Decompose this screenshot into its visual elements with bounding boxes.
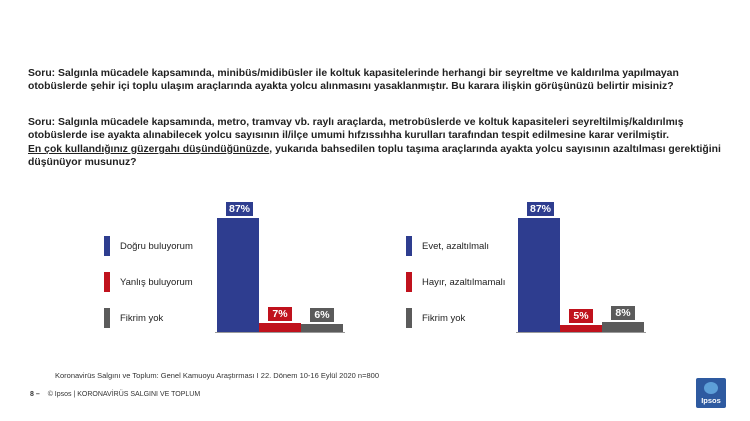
baseline: [215, 332, 345, 333]
bar-1: [259, 323, 301, 332]
legend-label-2: Fikrim yok: [120, 312, 164, 324]
bar-0: [217, 218, 259, 332]
legend-swatch-1: [104, 272, 110, 292]
footer-line: [30, 391, 200, 398]
legend-item-0: [104, 236, 193, 256]
legend-label-2: Fikrim yok: [422, 312, 466, 324]
legend-swatch-0: [406, 236, 412, 256]
legend-item-2: [104, 308, 163, 328]
baseline: [516, 332, 646, 333]
legend-swatch-2: [104, 308, 110, 328]
value-label-2: 8%: [611, 306, 635, 320]
legend-label-0: Evet, azaltılmalı: [422, 240, 490, 252]
value-label-0: 87%: [527, 202, 554, 216]
copyright: © Ipsos | KORONAVİRÜS SALGINI VE TOPLUM: [47, 391, 201, 398]
legend-item-2: [406, 308, 465, 328]
legend-swatch-0: [104, 236, 110, 256]
bar-2: [301, 324, 343, 332]
value-label-1: 5%: [569, 309, 593, 323]
question-2-intro: Soru: Salgınla mücadele kapsamında, metro, tramvay vb. raylı araçlarda, metrobüslerde ve koltuk kapasiteleri seyreltilmiş/kaldırılmış otobüslerde ise ayakta alınabilecek yolcu sayısının il/ilçe umumi hıfzıssıhha kurulları tarafından tespit edilmesine karar verilmiştir.: [28, 117, 684, 142]
legend-item-1: [406, 272, 505, 292]
legend-item-1: [104, 272, 193, 292]
value-label-1: 7%: [268, 307, 292, 321]
value-label-2: 6%: [310, 308, 334, 322]
bar-1: [560, 325, 602, 332]
footer-source: Koronavirüs Salgını ve Toplum: Genel Kamuoyu Araştırması I 22. Dönem 10-16 Eylül 2020 n=800: [55, 371, 380, 380]
legend-item-0: [406, 236, 489, 256]
question-2-text: [28, 116, 728, 170]
chart-question-1: [100, 182, 350, 337]
legend-swatch-2: [406, 308, 412, 328]
chart-question-2: [400, 182, 660, 337]
question-2-rest: , yukarıda bahsedilen toplu taşıma araçlarında ayakta yolcu sayısının azaltılması gerektiğini düşünüyor musunuz?: [28, 143, 721, 169]
legend-label-1: Hayır, azaltılmamalı: [422, 276, 506, 288]
page-number: 8 –: [30, 391, 40, 398]
bar-0: [518, 218, 560, 332]
ipsos-logo: [696, 378, 726, 408]
legend-label-1: Yanlış buluyorum: [120, 276, 193, 288]
question-2-underlined: En çok kullandığınız güzergahı düşündüğünüzde: [28, 143, 270, 155]
legend-label-0: Doğru buluyorum: [120, 240, 193, 252]
value-label-0: 87%: [226, 202, 253, 216]
question-1-text: Soru: Salgınla mücadele kapsamında, minibüs/midibüsler ile koltuk kapasitelerinde herhangi bir seyreltme ve kaldırılma yapılmayan otobüslerde şehir içi toplu ulaşım araçlarında ayakta yolcu alınmasını yasaklanmıştır. Bu karara ilişkin görüşünüzü belirtir misiniz?: [28, 68, 679, 93]
bar-2: [602, 322, 644, 332]
logo-text: Ipsos: [701, 396, 721, 405]
legend-swatch-1: [406, 272, 412, 292]
